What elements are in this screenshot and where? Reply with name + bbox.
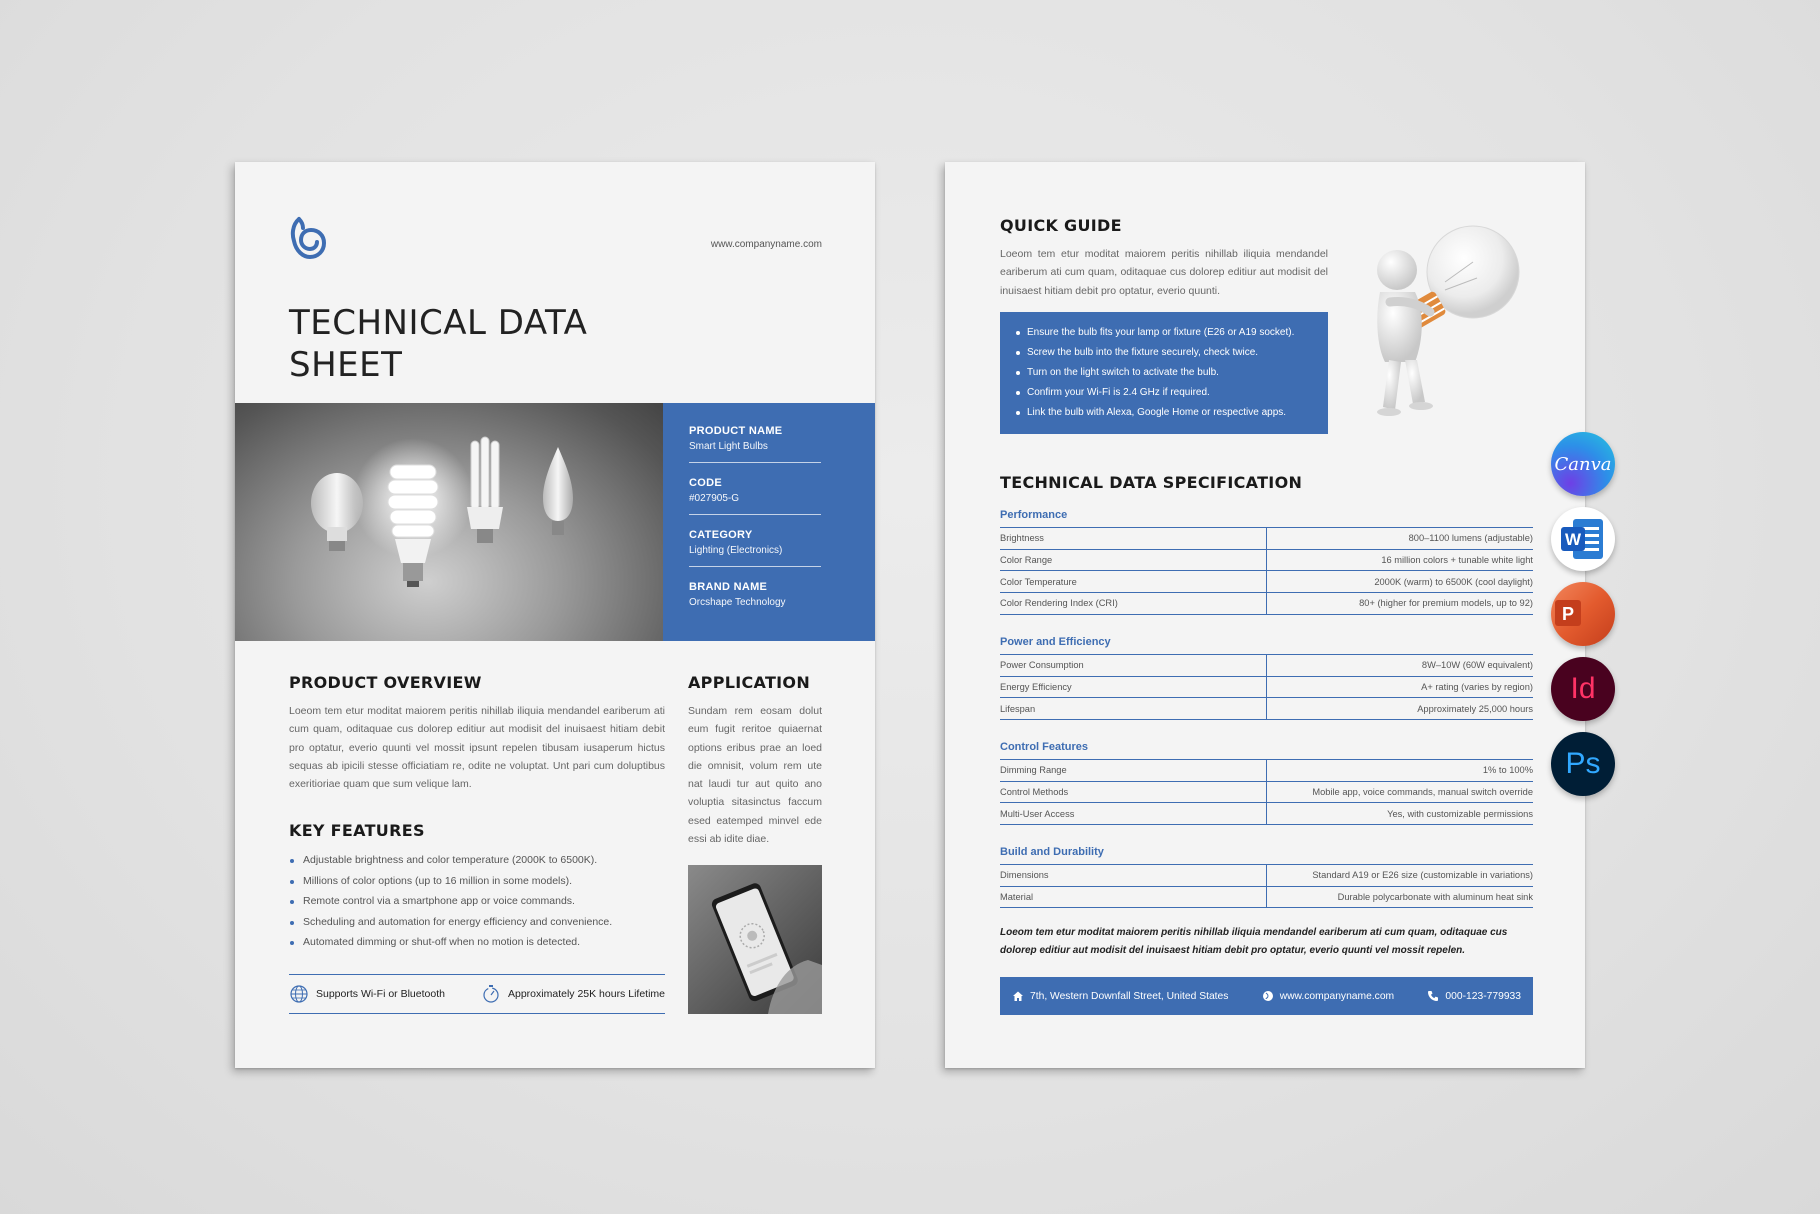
code-info	[689, 477, 821, 515]
globe-icon	[289, 984, 309, 1004]
table-row	[1000, 549, 1533, 571]
data-sheet-page-back	[945, 162, 1585, 1068]
photoshop-icon[interactable]	[1551, 732, 1615, 796]
application-heading: APPLICATION	[688, 673, 811, 692]
spec-label: Brightness	[1000, 528, 1266, 550]
brand-name-label: BRAND NAME	[689, 581, 768, 593]
title-line-1: TECHNICAL DATA	[289, 303, 588, 343]
table-row	[1000, 781, 1533, 803]
product-name-value: Smart Light Bulbs	[689, 441, 768, 452]
powerpoint-label: P	[1561, 604, 1575, 624]
key-features-heading: KEY FEATURES	[289, 821, 425, 840]
performance-group	[1000, 509, 1533, 615]
spec-label: Color Temperature	[1000, 571, 1266, 593]
product-name-info	[689, 425, 821, 463]
build-durability-title: Build and Durability	[1000, 846, 1104, 858]
spec-label: Dimming Range	[1000, 760, 1266, 782]
footer-website[interactable]	[1262, 990, 1394, 1002]
globe-icon	[1262, 990, 1274, 1002]
control-features-title: Control Features	[1000, 741, 1089, 753]
table-row	[1000, 528, 1533, 550]
product-info-panel	[663, 403, 875, 641]
category-value: Lighting (Electronics)	[689, 545, 783, 556]
list-item: Automated dimming or shut-off when no motion is detected.	[289, 932, 665, 953]
list-item: Remote control via a smartphone app or voice commands.	[289, 891, 665, 912]
spec-label: Material	[1000, 886, 1266, 908]
spec-heading: TECHNICAL DATA SPECIFICATION	[1000, 473, 1303, 492]
spec-value: 2000K (warm) to 6500K (cool daylight)	[1266, 571, 1533, 593]
control-features-table	[1000, 759, 1533, 825]
application-text: Sundam rem eosam dolut eum fugit reritoe quiaernat options eribus prae an loed die omnisit, volum rem ute nat laudi tur aut quito ano voluptia sitasinctus faccum esed eatemped minvel ede essi ab idite diae.	[688, 705, 822, 846]
powerpoint-icon[interactable]	[1551, 582, 1615, 646]
footer-address-text: 7th, Western Downfall Street, United States	[1030, 990, 1229, 1002]
wifi-support-item	[289, 984, 445, 1004]
quick-guide-heading: QUICK GUIDE	[1000, 216, 1122, 235]
list-item: Scheduling and automation for energy efficiency and convenience.	[289, 912, 665, 933]
support-info-bar	[289, 974, 665, 1014]
light-bulbs-photo	[235, 403, 663, 641]
lifetime-item	[481, 984, 665, 1004]
spec-value: 8W–10W (60W equivalent)	[1266, 655, 1533, 677]
spec-value: Standard A19 or E26 size (customizable in variations)	[1266, 865, 1533, 887]
quick-guide-steps	[1000, 312, 1328, 434]
brand-name-value: Orcshape Technology	[689, 597, 786, 608]
home-icon	[1012, 990, 1024, 1002]
spec-label: Power Consumption	[1000, 655, 1266, 677]
website-url[interactable]: www.companyname.com	[710, 239, 822, 250]
spec-label: Lifespan	[1000, 698, 1266, 720]
table-row	[1000, 760, 1533, 782]
spec-value: 16 million colors + tunable white light	[1266, 549, 1533, 571]
phone-icon	[1427, 990, 1439, 1002]
canva-icon[interactable]	[1551, 432, 1615, 496]
spec-value: 1% to 100%	[1266, 760, 1533, 782]
company-logo-icon	[289, 215, 327, 261]
build-durability-table	[1000, 864, 1533, 908]
table-row	[1000, 698, 1533, 720]
list-item: Screw the bulb into the fixture securely, check twice.	[1014, 343, 1316, 363]
build-durability-group	[1000, 846, 1533, 908]
table-row	[1000, 676, 1533, 698]
product-overview-text: Loeom tem etur moditat maiorem peritis nihillab iliquia mendandel eariberum ati cum quam, oditaquae cus dolorep editiur aut modisit del inuisaest hitiam debit pro optatur, everio quunti vel mossit ipsunt repelen tibusam iusaperum hictus sequas ab ipicili stesse officiatiam re, odite ne voluptat. Unt pari cum doluptibus exeritioriae quam que sum velique lam.	[289, 705, 665, 791]
spec-value: 80+ (higher for premium models, up to 92)	[1266, 593, 1533, 615]
spec-label: Color Rendering Index (CRI)	[1000, 593, 1266, 615]
list-item: Millions of color options (up to 16 million in some models).	[289, 871, 665, 892]
control-features-group	[1000, 741, 1533, 825]
spec-label: Energy Efficiency	[1000, 676, 1266, 698]
list-item: Ensure the bulb fits your lamp or fixture (E26 or A19 socket).	[1014, 323, 1316, 343]
table-row	[1000, 865, 1533, 887]
code-label: CODE	[689, 477, 722, 489]
list-item: Turn on the light switch to activate the bulb.	[1014, 363, 1316, 383]
performance-table	[1000, 527, 1533, 615]
document-title	[289, 302, 587, 386]
contact-footer	[1000, 977, 1533, 1015]
timer-icon	[481, 984, 501, 1004]
category-info	[689, 529, 821, 567]
spec-note: Loeom tem etur moditat maiorem peritis nihillab iliquia mendandel eariberum ati cum quam, oditaquae cus dolorep editiur aut modisit del inuisaest hitiam debit pro optatur, everio quunti vel mossit repelen.	[1000, 927, 1508, 956]
product-name-label: PRODUCT NAME	[689, 425, 783, 437]
footer-website-text[interactable]: www.companyname.com	[1279, 990, 1395, 1002]
quick-guide-text: Loeom tem etur moditat maiorem peritis nihillab iliquia mendandel eariberum ati cum quam, oditaquae cus dolorep editiur aut modisit del inuisaest hitiam debit pro optatur, everio quunti.	[1000, 248, 1328, 297]
table-row	[1000, 655, 1533, 677]
list-item: Link the bulb with Alexa, Google Home or respective apps.	[1014, 403, 1316, 423]
spec-value: Approximately 25,000 hours	[1266, 698, 1533, 720]
spec-label: Control Methods	[1000, 781, 1266, 803]
performance-title: Performance	[1000, 509, 1068, 521]
data-sheet-page-front	[235, 162, 875, 1068]
table-row	[1000, 593, 1533, 615]
table-row	[1000, 803, 1533, 825]
spec-label: Color Range	[1000, 549, 1266, 571]
word-label: W	[1564, 530, 1582, 549]
figure-holding-bulb-illustration	[1345, 212, 1525, 432]
lifetime-text: Approximately 25K hours Lifetime	[508, 988, 665, 1000]
power-efficiency-title: Power and Efficiency	[1000, 636, 1111, 648]
power-efficiency-group	[1000, 636, 1533, 720]
powerpoint-logo-graphic	[1551, 582, 1615, 646]
product-overview-heading: PRODUCT OVERVIEW	[289, 673, 482, 692]
power-efficiency-table	[1000, 654, 1533, 720]
title-line-2: SHEET	[289, 345, 403, 385]
spec-label: Multi-User Access	[1000, 803, 1266, 825]
wifi-support-text: Supports Wi-Fi or Bluetooth	[316, 988, 445, 1000]
code-value: #027905-G	[689, 493, 740, 504]
canva-label: Canva	[1554, 453, 1612, 475]
key-features-list	[289, 850, 665, 953]
word-logo-graphic	[1551, 507, 1615, 571]
footer-phone[interactable]	[1427, 990, 1521, 1002]
spec-value: A+ rating (varies by region)	[1266, 676, 1533, 698]
spec-value: Mobile app, voice commands, manual switch override	[1266, 781, 1533, 803]
list-item: Confirm your Wi-Fi is 2.4 GHz if required.	[1014, 383, 1316, 403]
brand-name-info	[689, 581, 821, 618]
category-label: CATEGORY	[689, 529, 753, 541]
spec-label: Dimensions	[1000, 865, 1266, 887]
footer-phone-text[interactable]: 000-123-779933	[1445, 990, 1521, 1002]
table-row	[1000, 886, 1533, 908]
smartphone-app-photo	[688, 865, 822, 1014]
photoshop-label: Ps	[1565, 747, 1601, 780]
word-icon[interactable]	[1551, 507, 1615, 571]
footer-address	[1012, 990, 1228, 1002]
spec-value: Durable polycarbonate with aluminum heat sink	[1266, 886, 1533, 908]
spec-value: 800–1100 lumens (adjustable)	[1266, 528, 1533, 550]
indesign-label: Id	[1570, 672, 1596, 705]
table-row	[1000, 571, 1533, 593]
spec-value: Yes, with customizable permissions	[1266, 803, 1533, 825]
list-item: Adjustable brightness and color temperature (2000K to 6500K).	[289, 850, 665, 871]
indesign-icon[interactable]	[1551, 657, 1615, 721]
